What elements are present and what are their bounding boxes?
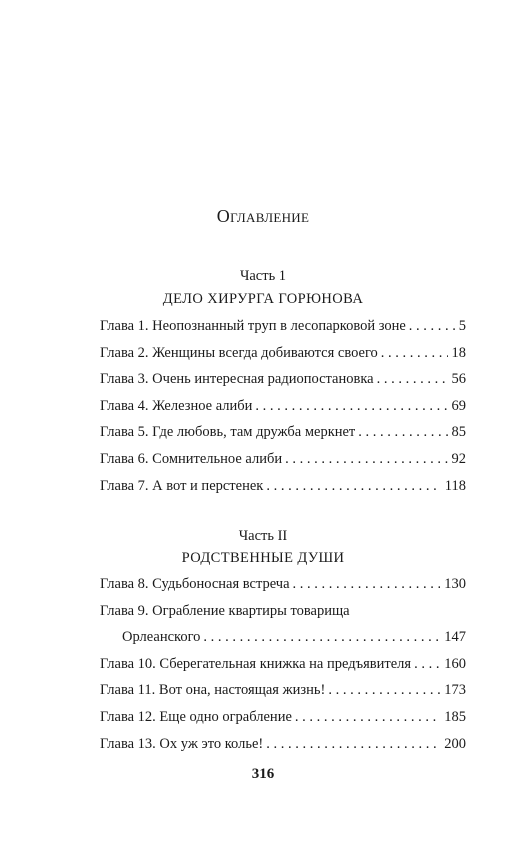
dot-leader bbox=[295, 709, 440, 726]
toc-entry-label: Глава 1. Неопознанный труп в лесопарковой зоне bbox=[100, 318, 406, 334]
toc-entry-label: Глава 5. Где любовь, там дружба меркнет bbox=[100, 424, 356, 441]
toc-entry-page: 69 bbox=[451, 397, 466, 414]
toc-entry-label: Глава 6. Сомнительное алиби bbox=[100, 450, 283, 467]
toc-entry-page: 92 bbox=[451, 450, 466, 467]
toc-entry[interactable] bbox=[100, 318, 466, 345]
toc-entry-page: 173 bbox=[444, 682, 466, 699]
toc-entry[interactable] bbox=[100, 424, 466, 451]
page-number: 316 bbox=[251, 766, 275, 782]
dot-leader bbox=[328, 682, 440, 699]
toc-entry-label: Глава 10. Сберегательная книжка на предъявителя bbox=[100, 655, 412, 672]
toc-entry-page: 160 bbox=[444, 655, 466, 672]
dot-leader bbox=[285, 451, 447, 468]
toc-entry-label: Глава 12. Еще одно ограбление bbox=[100, 708, 292, 725]
toc-entry-continuation[interactable] bbox=[100, 629, 466, 656]
toc-list-part-2 bbox=[100, 576, 466, 762]
toc-entry[interactable] bbox=[100, 478, 466, 505]
toc-entry-label: Глава 9. Ограбление квартиры товарища bbox=[100, 602, 350, 619]
toc-entry-page: 130 bbox=[444, 576, 466, 592]
toc-entry-label: Глава 7. А вот и перстенек bbox=[100, 477, 264, 494]
part-2-label: Часть II bbox=[238, 528, 288, 544]
dot-leader bbox=[377, 371, 448, 388]
toc-entry-label: Глава 4. Железное алиби bbox=[100, 397, 253, 414]
part-1-label: Часть 1 bbox=[239, 268, 287, 284]
toc-entry-label: Глава 2. Женщины всегда добиваются своего bbox=[100, 344, 378, 361]
dot-leader bbox=[266, 478, 440, 495]
toc-entry[interactable] bbox=[100, 682, 466, 709]
page-title: Оглавление bbox=[216, 206, 310, 226]
toc-entry[interactable] bbox=[100, 603, 466, 630]
toc-entry-page: 118 bbox=[444, 477, 466, 494]
toc-list-part-1 bbox=[100, 318, 466, 504]
toc-entry[interactable] bbox=[100, 736, 466, 763]
toc-entry-page: 185 bbox=[444, 708, 466, 725]
toc-entry-page: 56 bbox=[451, 371, 466, 388]
part-1-title: ДЕЛО ХИРУРГА ГОРЮНОВА bbox=[162, 291, 364, 307]
dot-leader bbox=[255, 398, 447, 415]
toc-entry[interactable] bbox=[100, 656, 466, 683]
toc-entry-label: Глава 13. Ох уж это колье! bbox=[100, 735, 264, 752]
dot-leader bbox=[409, 318, 455, 335]
toc-entry[interactable] bbox=[100, 371, 466, 398]
toc-entry[interactable] bbox=[100, 576, 466, 603]
dot-leader bbox=[414, 656, 440, 673]
toc-entry[interactable] bbox=[100, 451, 466, 478]
dot-leader bbox=[381, 345, 448, 362]
dot-leader bbox=[358, 424, 447, 441]
toc-entry-label: Глава 11. Вот она, настоящая жизнь! bbox=[100, 682, 326, 699]
toc-entry-page: 18 bbox=[451, 344, 466, 361]
dot-leader bbox=[203, 629, 440, 646]
toc-entry[interactable] bbox=[100, 709, 466, 736]
toc-entry-page: 200 bbox=[444, 735, 466, 752]
toc-entry-page: 5 bbox=[458, 318, 466, 334]
dot-leader bbox=[266, 736, 440, 753]
toc-entry-label: Глава 8. Судьбоносная встреча bbox=[100, 576, 290, 592]
toc-entry-page: 147 bbox=[444, 629, 466, 646]
part-2-title: РОДСТВЕННЫЕ ДУШИ bbox=[181, 550, 345, 566]
toc-entry-page: 85 bbox=[451, 424, 466, 441]
toc-entry-label: Орлеанского bbox=[122, 629, 201, 646]
toc-entry-label: Глава 3. Очень интересная радиопостановка bbox=[100, 371, 374, 388]
toc-entry[interactable] bbox=[100, 398, 466, 425]
toc-entry[interactable] bbox=[100, 345, 466, 372]
dot-leader bbox=[293, 576, 441, 593]
